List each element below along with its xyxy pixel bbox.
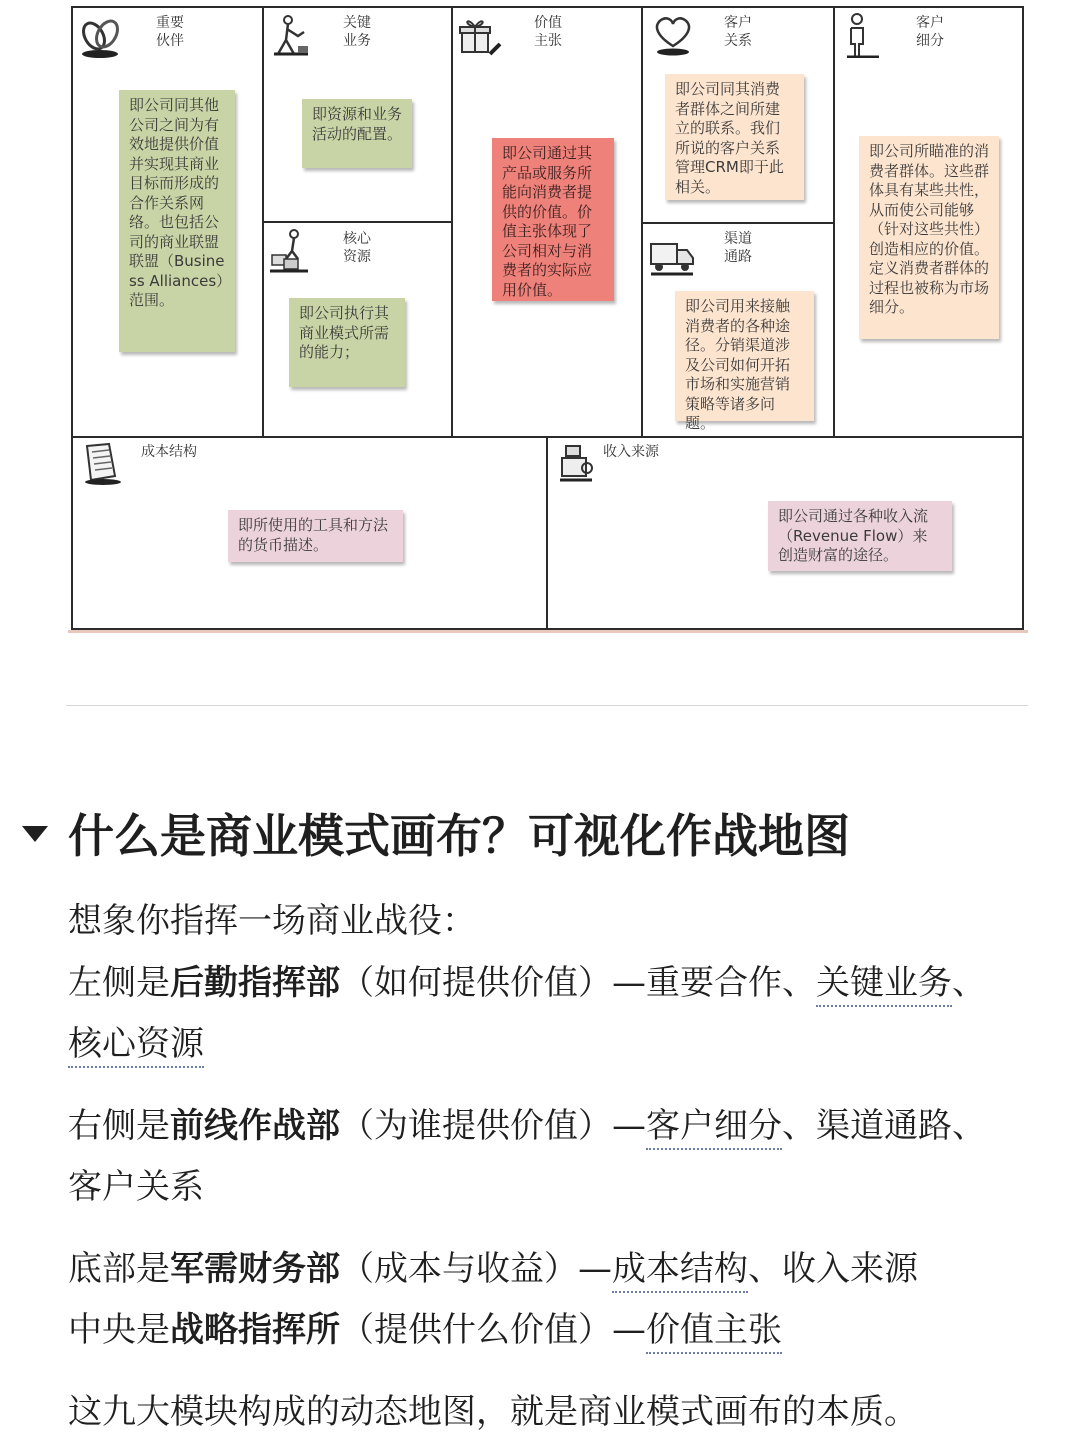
block-title: 关键 业务 — [343, 15, 371, 49]
chain-links-icon — [78, 14, 124, 60]
canvas-shadow — [68, 630, 1028, 633]
sticky-note: 即所使用的工具和方法的货币描述。 — [228, 510, 403, 562]
link-customer-segments[interactable]: 客户细分 — [646, 1106, 782, 1150]
block-key-resources — [264, 223, 451, 436]
cash-register-icon — [554, 440, 600, 486]
sticky-note: 即公司通过其产品或服务所能向消费者提供的价值。价值主张体现了公司相对与消费者的实际应用价值。 — [492, 138, 614, 301]
text: 右侧是 — [68, 1106, 170, 1146]
sticky-note: 即公司同其他公司之间为有效地提供价值并实现其商业目标而形成的合作关系网络。也包括公司的商业联盟联盟（Business Alliances）范围。 — [119, 90, 235, 352]
text: （如何提供价值）—重要合作、 — [340, 963, 816, 1003]
text: （提供什么价值）— — [340, 1310, 646, 1350]
block-title: 收入来源 — [603, 444, 659, 460]
block-title: 客户 关系 — [724, 15, 752, 49]
block-channels — [643, 224, 833, 436]
section-heading: 什么是商业模式画布？可视化作战地图 — [68, 809, 850, 863]
text: 底部是 — [68, 1249, 170, 1289]
block-key-partners — [73, 8, 262, 436]
sticky-note: 即公司执行其商业模式所需的能力； — [289, 298, 405, 387]
link-cost-structure[interactable]: 成本结构 — [612, 1249, 748, 1293]
collapse-triangle-icon[interactable] — [22, 826, 48, 842]
block-title: 价值 主张 — [534, 15, 562, 49]
business-model-canvas — [71, 6, 1024, 630]
intro-text: 想象你指挥一场商业战役： — [68, 901, 476, 941]
text: 中央是 — [68, 1310, 170, 1350]
heart-icon — [651, 12, 697, 58]
block-title: 客户 细分 — [916, 15, 944, 49]
sticky-note: 即公司同其消费者群体之间所建立的联系。我们所说的客户关系管理CRM即于此相关。 — [665, 74, 804, 200]
block-customer-relationships — [643, 8, 833, 222]
block-revenue-streams — [548, 438, 1022, 630]
block-title: 渠道 通路 — [724, 231, 752, 265]
block-value-propositions — [453, 8, 641, 436]
block-title: 成本结构 — [141, 444, 197, 460]
gift-box-icon — [458, 14, 504, 60]
person-icon — [839, 12, 885, 58]
block-title: 核心 资源 — [343, 231, 371, 265]
intro-paragraph — [68, 891, 988, 952]
section-divider — [66, 705, 1028, 706]
worker-icon — [268, 14, 314, 60]
sticky-note: 即公司所瞄准的消费者群体。这些群体具有某些共性，从而使公司能够（针对这些共性）创造相应的价值。定义消费者群体的过程也被称为市场细分。 — [859, 136, 999, 339]
sticky-note: 即公司用来接触消费者的各种途径。分销渠道涉及公司如何开拓市场和实施营销策略等诸多问题。 — [675, 291, 814, 421]
center-paragraph — [68, 1300, 988, 1361]
text: （为谁提供价值）— — [340, 1106, 646, 1146]
text: 、渠道通路、客户关系 — [68, 1106, 986, 1207]
sticky-note: 即公司通过各种收入流（Revenue Flow）来创造财富的途径。 — [768, 501, 952, 571]
bold-term: 军需财务部 — [170, 1249, 340, 1289]
block-key-activities — [264, 8, 451, 221]
text: 、收入来源 — [748, 1249, 918, 1289]
text: 、 — [952, 963, 986, 1003]
worker-with-boxes-icon — [268, 229, 314, 275]
bottom-paragraph — [68, 1239, 988, 1300]
bold-term: 战略指挥所 — [170, 1310, 340, 1350]
link-key-resources[interactable]: 核心资源 — [68, 1024, 204, 1068]
block-cost-structure — [73, 438, 546, 630]
bold-term: 前线作战部 — [170, 1106, 340, 1146]
text: （成本与收益）— — [340, 1249, 612, 1289]
left-side-paragraph — [68, 953, 988, 1075]
link-key-activities[interactable]: 关键业务 — [816, 963, 952, 1007]
bold-term: 后勤指挥部 — [170, 963, 340, 1003]
block-title: 重要 伙伴 — [156, 15, 184, 49]
conclusion-text: 这九大模块构成的动态地图，就是商业模式画布的本质。 — [68, 1392, 918, 1432]
block-customer-segments — [835, 8, 1022, 436]
sticky-note: 即资源和业务活动的配置。 — [302, 99, 412, 168]
receipt-icon — [79, 440, 125, 486]
delivery-truck-icon — [649, 236, 695, 282]
conclusion-paragraph — [68, 1382, 1068, 1440]
text: 左侧是 — [68, 963, 170, 1003]
right-side-paragraph — [68, 1096, 988, 1218]
link-value-proposition[interactable]: 价值主张 — [646, 1310, 782, 1354]
